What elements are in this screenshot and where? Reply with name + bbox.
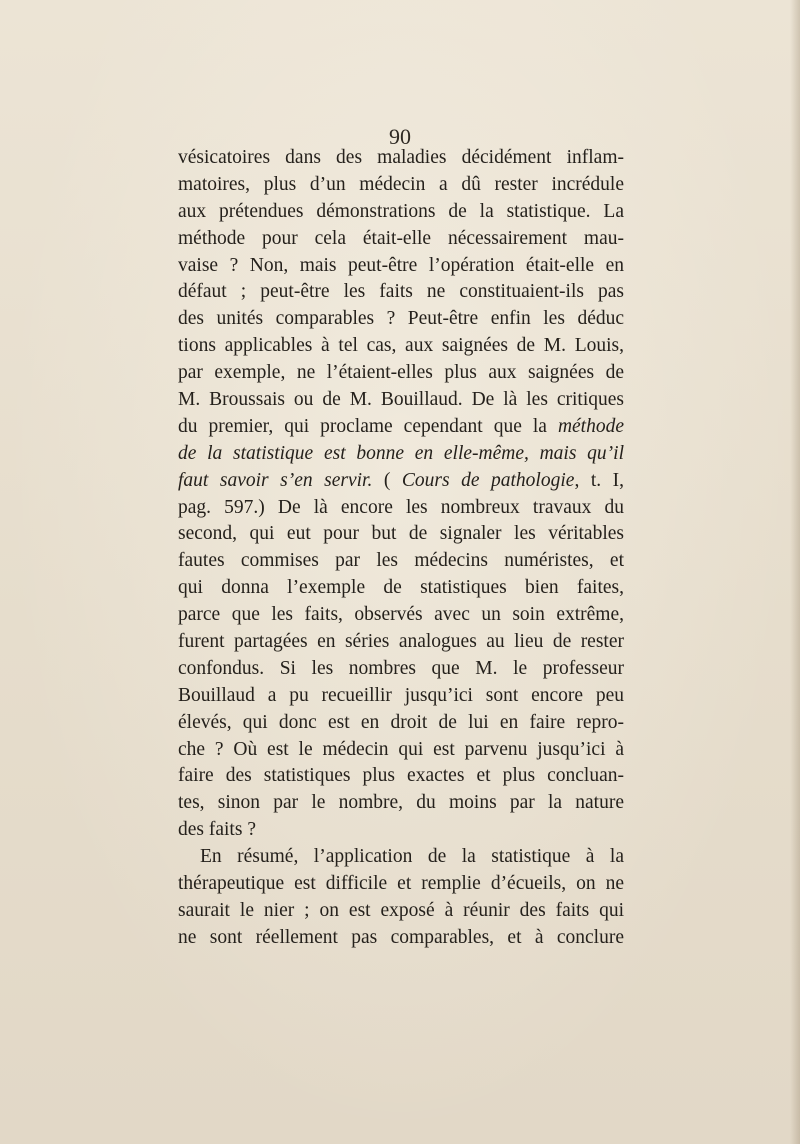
text-line: furent partagées en séries analogues au lieu de rester bbox=[178, 631, 624, 653]
text-line: Bouillaud a pu recueillir jusqu’ici sont encore peu bbox=[178, 684, 624, 706]
text-line: qui donna l’exemple de statistiques bien faites, bbox=[178, 577, 624, 599]
text-line: matoires, plus d’un médecin a dû rester incrédule bbox=[178, 173, 624, 195]
text-line: M. Broussais ou de M. Bouillaud. De là les critiques bbox=[178, 389, 624, 411]
body-text bbox=[178, 145, 624, 952]
italic-text-run: faut savoir s’en servir. bbox=[178, 469, 373, 491]
text-line: saurait le nier ; on est exposé à réunir des faits qui bbox=[178, 899, 624, 921]
page-number: 90 bbox=[389, 124, 411, 149]
text-line: che ? Où est le médecin qui est parvenu jusqu’ici à bbox=[178, 738, 624, 760]
text-line: thérapeutique est difficile et remplie d’écueils, on ne bbox=[178, 873, 624, 895]
text-line: ne sont réellement pas comparables, et à conclure bbox=[178, 926, 624, 948]
text-line: pag. 597.) De là encore les nombreux travaux du bbox=[178, 496, 624, 518]
paragraph-first-line: En résumé, l’application de la statistique à la bbox=[200, 846, 624, 868]
text-line bbox=[178, 441, 624, 468]
text-line: parce que les faits, observés avec un soin extrême, bbox=[178, 604, 624, 626]
text-run: , t. I, bbox=[574, 469, 625, 491]
text-line bbox=[178, 414, 624, 441]
text-line: fautes commises par les médecins numéristes, et bbox=[178, 550, 624, 572]
text-line: élevés, qui donc est en droit de lui en faire repro- bbox=[178, 711, 624, 733]
text-line: des faits ? bbox=[178, 819, 256, 841]
italic-text-run: méthode bbox=[557, 415, 624, 437]
text-run: du premier, qui proclame cependant que la bbox=[178, 415, 558, 437]
text-line: second, qui eut pour but de signaler les véritables bbox=[178, 523, 624, 545]
text-line: tions applicables à tel cas, aux saignées de M. Louis, bbox=[178, 335, 624, 357]
text-line: tes, sinon par le nombre, du moins par la nature bbox=[178, 792, 624, 814]
citation-title: Cours de pathologie bbox=[401, 469, 575, 491]
text-line bbox=[178, 468, 624, 495]
text-line: vésicatoires dans des maladies décidément inflam- bbox=[178, 147, 624, 168]
text-line: par exemple, ne l’étaient-elles plus aux saignées de bbox=[178, 362, 624, 384]
text-line: vaise ? Non, mais peut-être l’opération était-elle en bbox=[178, 254, 624, 276]
text-line: des unités comparables ? Peut-être enfin les déduc bbox=[178, 308, 624, 330]
text-line: défaut ; peut-être les faits ne constituaient-ils pas bbox=[178, 281, 624, 303]
text-line: méthode pour cela était-elle nécessairement mau- bbox=[178, 227, 624, 249]
text-line: confondus. Si les nombres que M. le professeur bbox=[178, 657, 624, 679]
text-line: faire des statistiques plus exactes et plus concluan- bbox=[178, 765, 624, 787]
text-run: ( bbox=[372, 469, 402, 491]
italic-text-run: de la statistique est bonne en elle-même, mais qu’il bbox=[178, 442, 624, 464]
text-line: aux prétendues démonstrations de la statistique. La bbox=[178, 200, 624, 222]
